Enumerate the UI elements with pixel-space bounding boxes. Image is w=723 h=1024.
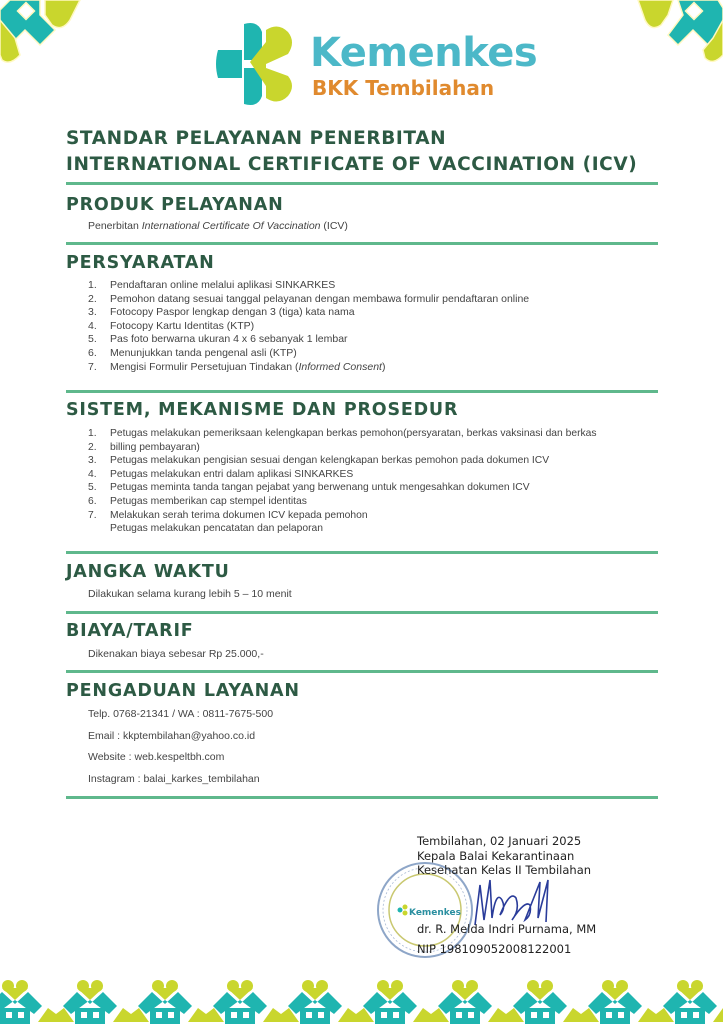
signature-position-line1: Kepala Balai Kekarantinaan (417, 848, 575, 863)
jangka-waktu-text: Dilakukan selama kurang lebih 5 – 10 menit (88, 588, 292, 600)
contact-website: Website : web.kespeltbh.com (88, 751, 225, 763)
list-text: Petugas melakukan entri dalam aplikasi SINKARKES (110, 468, 354, 480)
list-number: 1. (88, 279, 97, 291)
list-number: 7. (88, 509, 97, 521)
list-item (88, 481, 597, 495)
contact-email: Email : kkptembilahan@yahoo.co.id (88, 729, 256, 742)
section-heading-persyaratan: PERSYARATAN (66, 253, 215, 273)
list-item (88, 293, 529, 307)
list-item (88, 361, 529, 375)
list-text: Pas foto berwarna ukuran 4 x 6 sebanyak 1 lembar (110, 333, 348, 346)
produk-text-italic: International Certificate Of Vaccination (141, 220, 321, 232)
document-title-line2: INTERNATIONAL CERTIFICATE OF VACCINATION (ICV) (66, 154, 638, 175)
contact-instagram: Instagram : balai_karkes_tembilahan (88, 772, 260, 785)
list-text: Petugas meminta tanda tangan pejabat yang berwenang untuk mengesahkan dokumen ICV (110, 482, 530, 494)
list-item (88, 306, 529, 320)
list-text-suffix: ) (381, 360, 386, 373)
list-text: Pemohon datang sesuai tanggal pelayanan dengan membawa formulir pendaftaran online (110, 292, 530, 305)
divider (66, 611, 658, 614)
contact-list (88, 704, 273, 790)
divider (66, 551, 658, 554)
list-number: 7. (88, 360, 97, 373)
document-title-line1: STANDAR PELAYANAN PENERBITAN (66, 128, 447, 149)
list-number: 4. (88, 468, 97, 480)
list-text: Menunjukkan tanda pengenal asli (KTP) (110, 346, 297, 359)
footer-ornament-band-icon (0, 976, 723, 1024)
list-number: 3. (88, 306, 97, 319)
kemenkes-logo (214, 20, 538, 110)
list-number: 6. (88, 346, 97, 359)
section-heading-biaya: BIAYA/TARIF (66, 621, 194, 641)
logo-title: Kemenkes (310, 30, 538, 76)
persyaratan-list (88, 279, 529, 374)
list-item (88, 441, 597, 455)
biaya-text: Dikenakan biaya sebesar Rp 25.000,- (88, 648, 264, 660)
list-item (88, 468, 597, 482)
divider (66, 390, 658, 393)
signatory-nip: NIP 198109052008122001 (417, 942, 572, 956)
kemenkes-logo-mark-icon (214, 20, 300, 108)
list-item (88, 522, 597, 536)
list-text: Fotocopy Paspor lengkap dengan 3 (tiga) kata nama (110, 306, 355, 319)
list-text: Pendaftaran online melalui aplikasi SINKARKES (110, 279, 336, 291)
list-number: 1. (88, 428, 97, 439)
list-text: Petugas melakukan pengisian sesuai dengan kelengkapan berkas pemohon pada dokumen ICV (110, 455, 550, 467)
list-item (88, 279, 529, 293)
list-text: Petugas memberikan cap stempel identitas (110, 495, 307, 507)
produk-text-prefix: Penerbitan (88, 220, 142, 232)
list-item (88, 509, 597, 523)
signature-block (417, 834, 591, 878)
section-heading-produk: PRODUK PELAYANAN (66, 195, 284, 215)
list-item (88, 427, 597, 441)
list-number: 5. (88, 482, 97, 494)
list-item (88, 320, 529, 334)
section-heading-jangka-waktu: JANGKA WAKTU (66, 562, 230, 582)
produk-text-suffix: (ICV) (320, 220, 348, 232)
section-heading-sistem: SISTEM, MEKANISME DAN PROSEDUR (66, 400, 459, 420)
divider (66, 182, 658, 185)
signature-place-date: Tembilahan, 02 Januari 2025 (417, 834, 582, 848)
logo-subtitle: BKK Tembilahan (312, 76, 495, 100)
list-number: 4. (88, 319, 97, 332)
corner-ornament-left-icon (0, 0, 100, 70)
list-text: Melakukan serah terima dokumen ICV kepada pemohon (110, 509, 368, 521)
list-text: Mengisi Formulir Persetujuan Tindakan ( (110, 360, 299, 373)
list-item (88, 347, 529, 361)
list-number: 3. (88, 455, 97, 467)
divider (66, 796, 658, 799)
sistem-list (88, 427, 597, 536)
signatory-name: dr. R. Melda Indri Purnama, MM (417, 922, 597, 936)
document-title (66, 126, 637, 178)
corner-ornament-right-icon (623, 0, 723, 70)
divider (66, 242, 658, 245)
divider (66, 670, 658, 673)
contact-phone: Telp. 0768-21341 / WA : 0811-7675-500 (88, 708, 274, 720)
list-item (88, 454, 597, 468)
list-number: 6. (88, 495, 97, 507)
list-text-italic: Informed Consent (298, 360, 382, 373)
list-item (88, 495, 597, 509)
list-item (88, 333, 529, 347)
list-text: Petugas melakukan pemeriksaan kelengkapan berkas pemohon(persyaratan, berkas vaksinasi dan berkas (110, 428, 597, 439)
list-text: billing pembayaran) (110, 441, 200, 453)
signature-position-line2: Kesehatan Kelas II Tembilahan (417, 863, 592, 877)
list-number: 2. (88, 292, 97, 305)
list-text: Petugas melakukan pencatatan dan pelaporan (110, 523, 323, 535)
produk-text (88, 220, 348, 234)
list-number: 2. (88, 441, 97, 453)
section-heading-pengaduan: PENGADUAN LAYANAN (66, 681, 300, 701)
stamp-label: Kemenkes (409, 908, 462, 918)
list-number (88, 522, 110, 536)
list-text: Fotocopy Kartu Identitas (KTP) (110, 319, 255, 332)
list-number: 5. (88, 333, 97, 346)
